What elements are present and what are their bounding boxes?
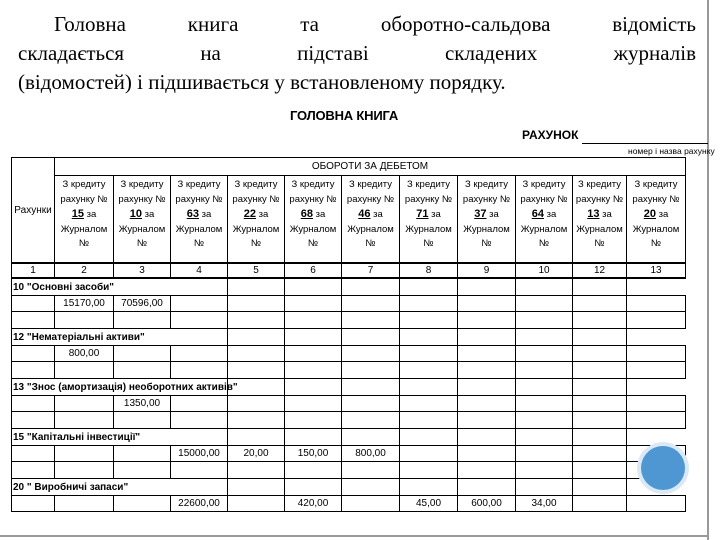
account-values-row [12,396,686,412]
empty-cell [285,329,342,346]
empty-cell [458,362,516,379]
empty-cell [285,429,342,446]
empty-cell [55,312,114,329]
intro-line-3: (відомостей) і підшивається у встановленому порядку. [18,70,506,94]
value-cell [55,446,114,462]
value-cell [627,296,686,312]
slide-frame-bottom [0,535,708,537]
value-cell [458,396,516,412]
account-title: 13 "Знос (амортизація) необоротних активів" [12,379,228,396]
column-header [228,176,285,264]
column-header-prefix: З кредиту рахунку № [118,179,166,205]
empty-cell [285,312,342,329]
empty-cell [573,429,627,446]
empty-cell [516,329,573,346]
account-label: РАХУНОК [522,128,579,142]
empty-cell [285,412,342,429]
empty-cell [342,312,400,329]
empty-cell [458,312,516,329]
empty-cell [55,362,114,379]
empty-cell [573,462,627,479]
value-cell [516,396,573,412]
column-header-account-number: 63 [186,208,199,220]
empty-cell [342,412,400,429]
value-cell [342,396,400,412]
empty-cell [458,429,516,446]
value-cell [342,496,400,512]
empty-cell [12,462,55,479]
value-cell [171,396,228,412]
empty-cell [342,429,400,446]
value-cell: 15000,00 [171,446,228,462]
empty-cell [573,479,627,496]
column-header-prefix: З кредиту рахунку № [632,179,680,205]
column-header-suffix: за Журналом № [463,209,510,249]
column-header-account-number: 68 [300,208,313,220]
column-header [400,176,458,264]
value-cell: 800,00 [342,446,400,462]
empty-cell [12,312,55,329]
column-header-account-number: 46 [358,208,371,220]
column-header-account-number: 20 [643,208,656,220]
column-header-prefix: З кредиту рахунку № [346,179,395,205]
ledger-title: ГОЛОВНА КНИГА [290,108,399,123]
value-cell [573,346,627,362]
empty-cell [627,312,686,329]
empty-cell [285,379,342,396]
account-title-row [12,278,686,296]
empty-cell [114,362,171,379]
spacer-row [12,462,686,479]
column-header-account-number: 15 [71,208,84,220]
value-cell [228,496,285,512]
empty-cell [516,412,573,429]
empty-cell [516,312,573,329]
value-cell [573,396,627,412]
column-header-account-number: 10 [129,208,142,220]
value-cell [400,396,458,412]
intro-paragraph [18,10,696,97]
column-header-suffix: за Журналом № [405,209,452,249]
column-header-suffix: за Журналом № [232,209,280,249]
ledger-table [11,157,686,512]
intro-line-2: складається на підставі складених журналів [18,41,696,65]
value-cell [516,446,573,462]
column-header-suffix: за Журналом № [118,209,166,249]
column-number: 4 [171,263,228,278]
empty-cell [114,312,171,329]
value-cell [12,496,55,512]
account-title-row [12,479,686,496]
account-title: 12 "Нематеріальні активи" [12,329,228,346]
account-title: 20 " Виробничі запаси" [12,479,228,496]
empty-cell [400,479,458,496]
value-cell [458,296,516,312]
empty-cell [171,462,228,479]
value-cell [458,446,516,462]
empty-cell [228,329,285,346]
column-header [55,176,114,264]
empty-cell [400,329,458,346]
column-header-suffix: за Журналом № [632,209,680,249]
account-values-row [12,346,686,362]
column-header-suffix: за Журналом № [60,209,108,249]
empty-cell [12,412,55,429]
column-header-suffix: за Журналом № [347,209,394,249]
value-cell [114,346,171,362]
header-row [12,158,686,176]
empty-cell [400,362,458,379]
empty-cell [458,412,516,429]
empty-cell [573,329,627,346]
empty-cell [114,462,171,479]
value-cell: 70596,00 [114,296,171,312]
account-title-row [12,329,686,346]
slide-frame-right [707,0,709,540]
column-number: 12 [573,263,627,278]
empty-cell [458,379,516,396]
empty-cell [55,412,114,429]
column-numbers-row [12,263,686,278]
value-cell [400,446,458,462]
empty-cell [516,379,573,396]
empty-cell [228,479,285,496]
spacer-row [12,412,686,429]
value-cell: 1350,00 [114,396,171,412]
empty-cell [342,329,400,346]
value-cell [228,296,285,312]
empty-cell [458,278,516,296]
empty-cell [342,362,400,379]
intro-line-1: Головна книга та оборотно-сальдова відомість [54,12,696,36]
value-cell: 420,00 [285,496,342,512]
empty-cell [627,429,686,446]
empty-cell [516,479,573,496]
value-cell: 45,00 [400,496,458,512]
column-header [342,176,400,264]
column-number: 10 [516,263,573,278]
empty-cell [55,462,114,479]
empty-cell [400,462,458,479]
empty-cell [400,429,458,446]
empty-cell [400,278,458,296]
empty-cell [627,379,686,396]
empty-cell [228,412,285,429]
value-cell [55,496,114,512]
account-title-row [12,429,686,446]
empty-cell [285,462,342,479]
empty-cell [171,412,228,429]
empty-cell [458,329,516,346]
value-cell [228,396,285,412]
value-cell [12,346,55,362]
column-header-prefix: З кредиту рахунку № [289,179,337,205]
value-cell [228,346,285,362]
column-number: 5 [228,263,285,278]
column-header-account-number: 71 [416,208,429,220]
empty-cell [573,412,627,429]
column-number: 6 [285,263,342,278]
value-cell [458,346,516,362]
spacer-row [12,312,686,329]
empty-cell [627,412,686,429]
column-header-account-number: 22 [243,208,256,220]
column-header-prefix: З кредиту рахунку № [575,179,624,205]
empty-cell [342,479,400,496]
column-header-suffix: за Журналом № [520,209,568,249]
value-cell [516,346,573,362]
empty-cell [171,312,228,329]
empty-cell [627,329,686,346]
column-number: 3 [114,263,171,278]
value-cell [55,396,114,412]
empty-cell [114,412,171,429]
empty-cell [400,312,458,329]
empty-cell [573,278,627,296]
value-cell [400,346,458,362]
value-cell: 15170,00 [55,296,114,312]
empty-cell [573,362,627,379]
value-cell: 20,00 [228,446,285,462]
empty-cell [573,312,627,329]
value-cell [400,296,458,312]
value-cell [12,396,55,412]
column-number: 2 [55,263,114,278]
empty-cell [228,278,285,296]
value-cell [285,396,342,412]
column-header-row [12,176,686,264]
column-header-prefix: З кредиту рахунку № [60,179,108,205]
column-header-suffix: за Журналом № [289,209,337,249]
account-caption: номер і назва рахунку [628,146,715,156]
account-values-row [12,496,686,512]
empty-cell [400,412,458,429]
spacer-row [12,362,686,379]
value-cell: 22600,00 [171,496,228,512]
value-cell: 800,00 [55,346,114,362]
column-header [285,176,342,264]
account-title: 15 "Капітальні інвестиції" [12,429,228,446]
value-cell [627,346,686,362]
column-header-suffix: за Журналом № [175,209,223,249]
value-cell [516,296,573,312]
account-title: 10 "Основні засоби" [12,278,228,296]
value-cell [114,496,171,512]
empty-cell [516,278,573,296]
group-header-debit: ОБОРОТИ ЗА ДЕБЕТОМ [55,158,686,176]
column-header [114,176,171,264]
column-header-account-number: 13 [587,208,600,220]
column-number: 13 [627,263,686,278]
empty-cell [285,278,342,296]
column-number: 8 [400,263,458,278]
account-values-row [12,296,686,312]
empty-cell [228,362,285,379]
value-cell [573,446,627,462]
column-header [627,176,686,264]
value-cell [171,296,228,312]
value-cell [342,346,400,362]
empty-cell [228,429,285,446]
column-number: 7 [342,263,400,278]
account-field-line [582,143,708,144]
empty-cell [458,479,516,496]
column-number: 9 [458,263,516,278]
value-cell [285,346,342,362]
empty-cell [285,362,342,379]
empty-cell [627,362,686,379]
value-cell [573,296,627,312]
value-cell: 34,00 [516,496,573,512]
column-header-prefix: З кредиту рахунку № [232,179,280,205]
account-values-row [12,446,686,462]
column-header [573,176,627,264]
empty-cell [228,462,285,479]
value-cell [627,396,686,412]
value-cell [114,446,171,462]
column-header-prefix: З кредиту рахунку № [404,179,453,205]
column-header [458,176,516,264]
slide-decoration-circle [641,446,685,490]
value-cell [12,446,55,462]
empty-cell [516,429,573,446]
empty-cell [516,362,573,379]
column-header-account-number: 37 [474,208,487,220]
empty-cell [627,278,686,296]
empty-cell [458,462,516,479]
empty-cell [228,312,285,329]
column-header-suffix: за Журналом № [576,209,623,249]
empty-cell [516,462,573,479]
value-cell [12,296,55,312]
empty-cell [573,379,627,396]
value-cell: 150,00 [285,446,342,462]
value-cell [285,296,342,312]
value-cell [342,296,400,312]
value-cell: 600,00 [458,496,516,512]
empty-cell [400,379,458,396]
value-cell [573,496,627,512]
empty-cell [12,362,55,379]
row-header-accounts: Рахунки [12,158,55,264]
empty-cell [342,278,400,296]
column-header [516,176,573,264]
value-cell [627,496,686,512]
empty-cell [342,462,400,479]
column-header-prefix: З кредиту рахунку № [520,179,568,205]
value-cell [171,346,228,362]
empty-cell [285,479,342,496]
column-header-account-number: 64 [531,208,544,220]
column-number: 1 [12,263,55,278]
empty-cell [171,362,228,379]
column-header [171,176,228,264]
empty-cell [342,379,400,396]
account-title-row [12,379,686,396]
column-header-prefix: З кредиту рахунку № [175,179,223,205]
column-header-prefix: З кредиту рахунку № [462,179,511,205]
